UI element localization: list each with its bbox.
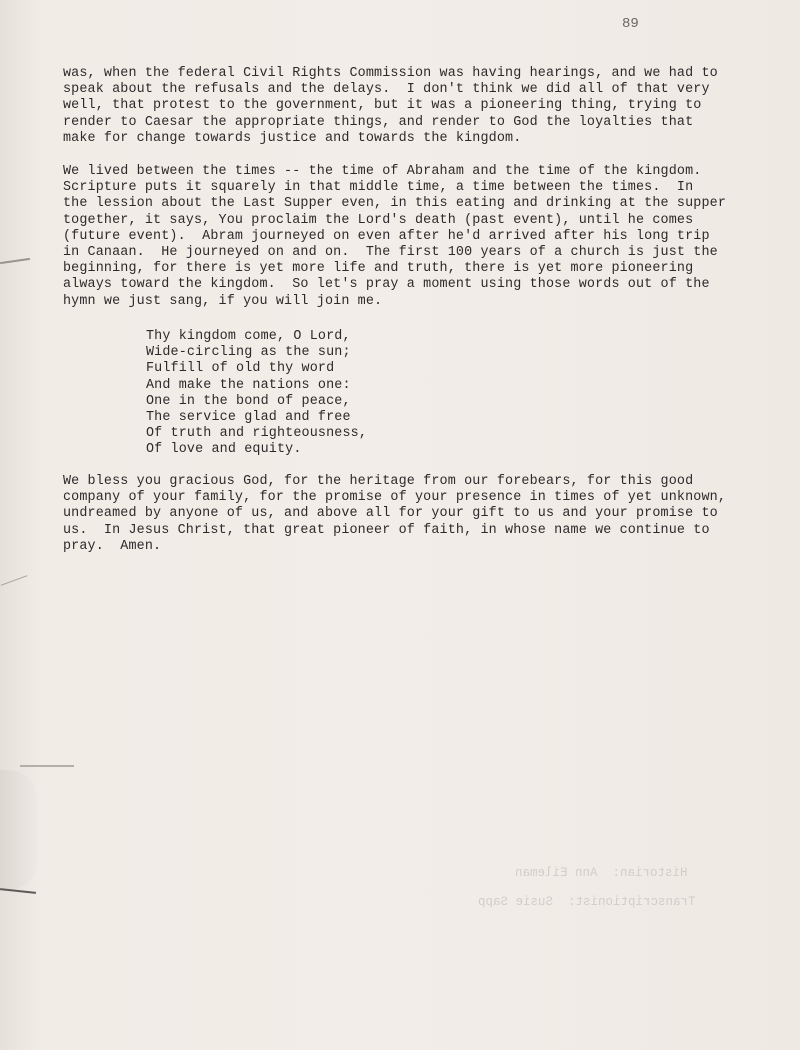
text-line: well, that protest to the government, but it was a pioneering thing, trying to [63, 98, 702, 114]
text-line: was, when the federal Civil Rights Commission was having hearings, and we had to [63, 66, 718, 81]
paper-fold-mark [20, 765, 74, 767]
hymn-line: And make the nations one: [146, 377, 351, 393]
text-line: in Canaan. He journeyed on and on. The first 100 years of a church is just the [63, 245, 718, 261]
text-line: hymn we just sang, if you will join me. [63, 293, 383, 309]
page-number: 89 [622, 16, 639, 32]
text-line: the lession about the Last Supper even, in this eating and drinking at the supper [63, 196, 727, 212]
text-line: company of your family, for the promise of your presence in times of yet unknown, [63, 490, 727, 506]
bleed-through-text: Historian: Ann Eileman [515, 866, 688, 880]
hymn-line: One in the bond of peace, [146, 393, 351, 409]
hymn-verse [146, 329, 367, 459]
paragraph-prayer [63, 474, 763, 555]
text-line: speak about the refusals and the delays. I don't think we did all of that very [63, 82, 710, 98]
text-line: pray. Amen. [63, 538, 162, 554]
text-line: make for change towards justice and towards the kingdom. [63, 130, 522, 146]
hymn-line: The service glad and free [146, 410, 351, 426]
bleed-through-text: Transcriptionist: Susie Sapp [478, 895, 696, 909]
text-line: us. In Jesus Christ, that great pioneer of faith, in whose name we continue to [63, 522, 710, 538]
hymn-line: Of truth and righteousness, [146, 426, 368, 442]
paper-tear-mark [0, 888, 36, 894]
paper-tear-mark [0, 258, 30, 264]
hymn-line: Wide-circling as the sun; [146, 345, 351, 361]
text-line: We bless you gracious God, for the heritage from our forebears, for this good [63, 474, 694, 489]
text-line: render to Caesar the appropriate things, and render to God the loyalties that [63, 114, 694, 130]
paper-tear-mark [1, 575, 28, 586]
text-line: always toward the kingdom. So let's pray a moment using those words out of the [63, 277, 710, 293]
text-line: undreamed by anyone of us, and above all for your gift to us and your promise to [63, 506, 718, 522]
hymn-line: Of love and equity. [146, 442, 302, 458]
hymn-line: Thy kingdom come, O Lord, [146, 329, 351, 344]
paragraph-civil-rights [63, 66, 763, 147]
text-line: (future event). Abram journeyed on even after he'd arrived after his long trip [63, 228, 710, 244]
paragraph-between-the-times [63, 164, 763, 310]
paper-edge-curl [0, 770, 38, 890]
text-line: We lived between the times -- the time of Abraham and the time of the kingdom. [63, 164, 702, 179]
text-line: beginning, for there is yet more life and truth, there is yet more pioneering [63, 261, 694, 277]
text-line: together, it says, You proclaim the Lord's death (past event), until he comes [63, 212, 694, 228]
text-line: Scripture puts it squarely in that middle time, a time between the times. In [63, 180, 694, 196]
hymn-line: Fulfill of old thy word [146, 361, 335, 377]
